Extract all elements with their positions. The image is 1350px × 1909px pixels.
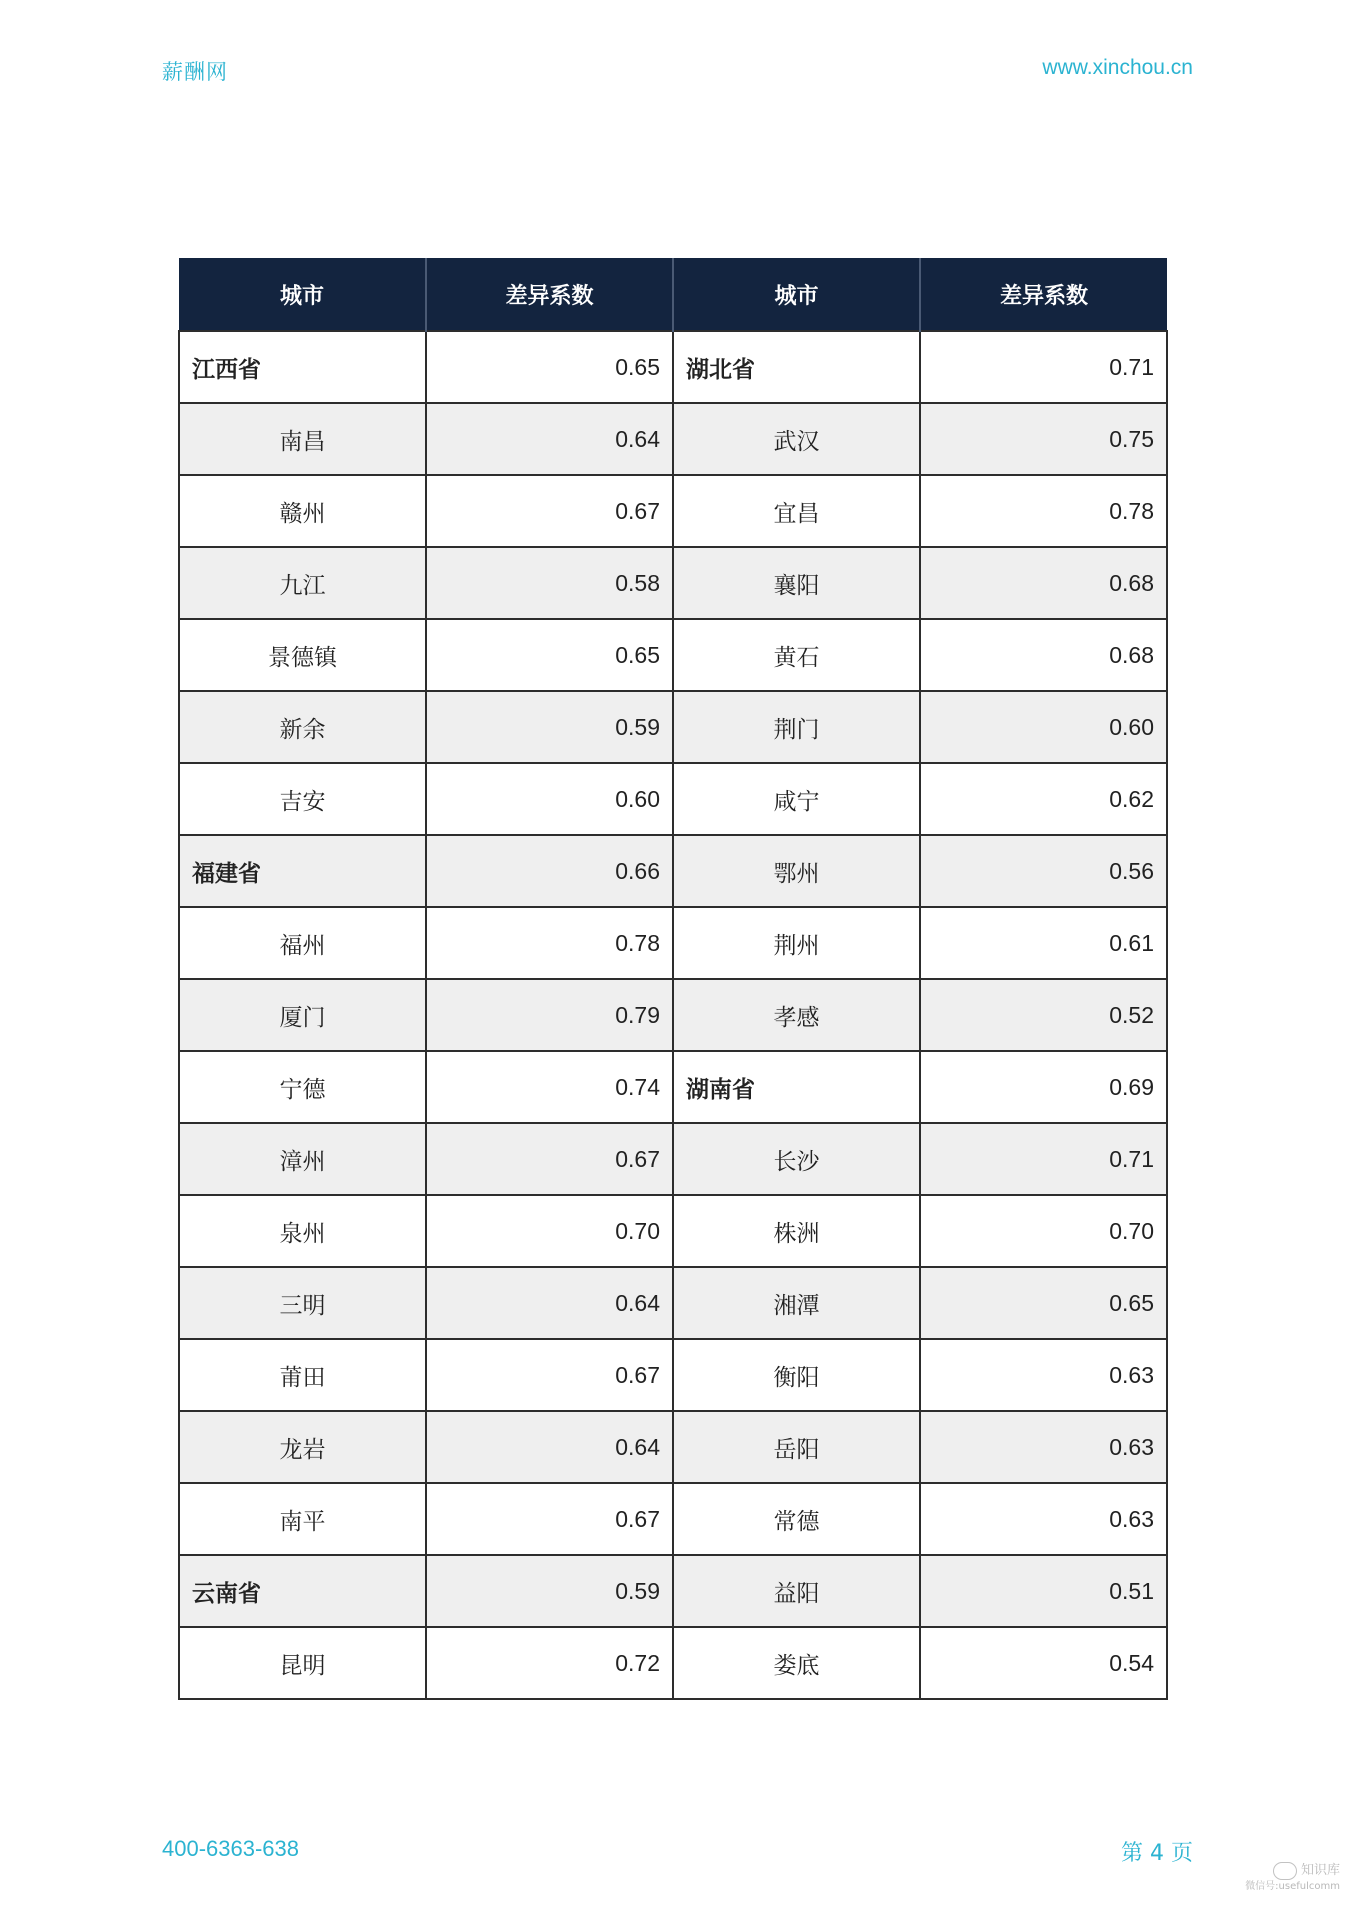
city-name: 莆田	[179, 1339, 426, 1411]
coefficient-value: 0.65	[426, 619, 673, 691]
city-name: 新余	[179, 691, 426, 763]
city-name: 武汉	[673, 403, 920, 475]
table-row	[179, 1555, 1167, 1627]
coefficient-value: 0.67	[426, 1339, 673, 1411]
coefficient-value: 0.63	[920, 1411, 1167, 1483]
coefficient-value: 0.68	[920, 619, 1167, 691]
coefficient-value: 0.79	[426, 979, 673, 1051]
coefficient-value: 0.67	[426, 475, 673, 547]
coefficient-value: 0.58	[426, 547, 673, 619]
table-body	[179, 331, 1167, 1699]
coefficient-value: 0.65	[426, 331, 673, 403]
table-row	[179, 1339, 1167, 1411]
city-name: 泉州	[179, 1195, 426, 1267]
city-name: 荆州	[673, 907, 920, 979]
table-row	[179, 979, 1167, 1051]
column-header-city-right: 城市	[673, 258, 920, 331]
table-row	[179, 1483, 1167, 1555]
coefficient-value: 0.72	[426, 1627, 673, 1699]
city-name: 三明	[179, 1267, 426, 1339]
coefficient-value: 0.61	[920, 907, 1167, 979]
coefficient-value: 0.64	[426, 403, 673, 475]
table-row	[179, 1411, 1167, 1483]
city-name: 常德	[673, 1483, 920, 1555]
city-name: 岳阳	[673, 1411, 920, 1483]
coefficient-value: 0.71	[920, 331, 1167, 403]
city-name: 咸宁	[673, 763, 920, 835]
table-row	[179, 691, 1167, 763]
coefficient-value: 0.62	[920, 763, 1167, 835]
city-name: 赣州	[179, 475, 426, 547]
city-name: 娄底	[673, 1627, 920, 1699]
province-name: 云南省	[179, 1555, 426, 1627]
coefficient-value: 0.66	[426, 835, 673, 907]
brand-name: 薪酬网	[162, 60, 228, 84]
wechat-icon	[1273, 1862, 1297, 1880]
coefficient-value: 0.68	[920, 547, 1167, 619]
coefficient-value: 0.65	[920, 1267, 1167, 1339]
province-name: 湖南省	[673, 1051, 920, 1123]
table-row	[179, 1123, 1167, 1195]
city-name: 南平	[179, 1483, 426, 1555]
city-name: 湘潭	[673, 1267, 920, 1339]
city-name: 福州	[179, 907, 426, 979]
coefficient-value: 0.75	[920, 403, 1167, 475]
table-row	[179, 403, 1167, 475]
city-name: 南昌	[179, 403, 426, 475]
coefficient-value: 0.56	[920, 835, 1167, 907]
table-row	[179, 835, 1167, 907]
coefficient-value: 0.64	[426, 1267, 673, 1339]
column-header-city-left: 城市	[179, 258, 426, 331]
city-name: 吉安	[179, 763, 426, 835]
coefficient-value: 0.60	[426, 763, 673, 835]
city-name: 襄阳	[673, 547, 920, 619]
coefficient-value: 0.67	[426, 1123, 673, 1195]
city-name: 龙岩	[179, 1411, 426, 1483]
page-number: 第 4 页	[1121, 1841, 1193, 1866]
province-name: 湖北省	[673, 331, 920, 403]
city-name: 长沙	[673, 1123, 920, 1195]
city-name: 益阳	[673, 1555, 920, 1627]
table-row	[179, 1267, 1167, 1339]
watermark	[1230, 1862, 1340, 1894]
coefficient-value: 0.60	[920, 691, 1167, 763]
table-header-row	[179, 258, 1167, 331]
coefficient-value: 0.51	[920, 1555, 1167, 1627]
coefficient-value: 0.70	[426, 1195, 673, 1267]
hotline-number: 400-6363-638	[162, 1836, 300, 1861]
city-name: 厦门	[179, 979, 426, 1051]
table-row	[179, 619, 1167, 691]
column-header-coefficient-left: 差异系数	[426, 258, 673, 331]
coefficient-value: 0.52	[920, 979, 1167, 1051]
coefficient-value: 0.71	[920, 1123, 1167, 1195]
coefficient-value: 0.59	[426, 691, 673, 763]
coefficient-value: 0.69	[920, 1051, 1167, 1123]
table-row	[179, 1195, 1167, 1267]
coefficient-value: 0.63	[920, 1483, 1167, 1555]
city-name: 景德镇	[179, 619, 426, 691]
city-name: 昆明	[179, 1627, 426, 1699]
coefficient-value: 0.54	[920, 1627, 1167, 1699]
table-row	[179, 475, 1167, 547]
coefficient-table	[178, 258, 1168, 1700]
coefficient-value: 0.63	[920, 1339, 1167, 1411]
city-name: 黄石	[673, 619, 920, 691]
coefficient-value: 0.74	[426, 1051, 673, 1123]
city-name: 九江	[179, 547, 426, 619]
city-name: 鄂州	[673, 835, 920, 907]
city-name: 衡阳	[673, 1339, 920, 1411]
city-name: 漳州	[179, 1123, 426, 1195]
city-name: 宜昌	[673, 475, 920, 547]
table-row	[179, 763, 1167, 835]
table-row	[179, 1051, 1167, 1123]
watermark-name: 知识库	[1300, 1863, 1340, 1878]
table-row	[179, 1627, 1167, 1699]
coefficient-value: 0.64	[426, 1411, 673, 1483]
coefficient-value: 0.78	[426, 907, 673, 979]
coefficient-value: 0.59	[426, 1555, 673, 1627]
city-name: 株洲	[673, 1195, 920, 1267]
watermark-sub: 微信号:usefulcomm	[1245, 1881, 1340, 1892]
table-row	[179, 547, 1167, 619]
coefficient-value: 0.67	[426, 1483, 673, 1555]
coefficient-value: 0.70	[920, 1195, 1167, 1267]
table-row	[179, 331, 1167, 403]
province-name: 江西省	[179, 331, 426, 403]
province-name: 福建省	[179, 835, 426, 907]
website-link[interactable]: www.xinchou.cn	[1042, 56, 1193, 79]
city-name: 孝感	[673, 979, 920, 1051]
coefficient-value: 0.78	[920, 475, 1167, 547]
city-name: 荆门	[673, 691, 920, 763]
city-name: 宁德	[179, 1051, 426, 1123]
table-row	[179, 907, 1167, 979]
column-header-coefficient-right: 差异系数	[920, 258, 1167, 331]
